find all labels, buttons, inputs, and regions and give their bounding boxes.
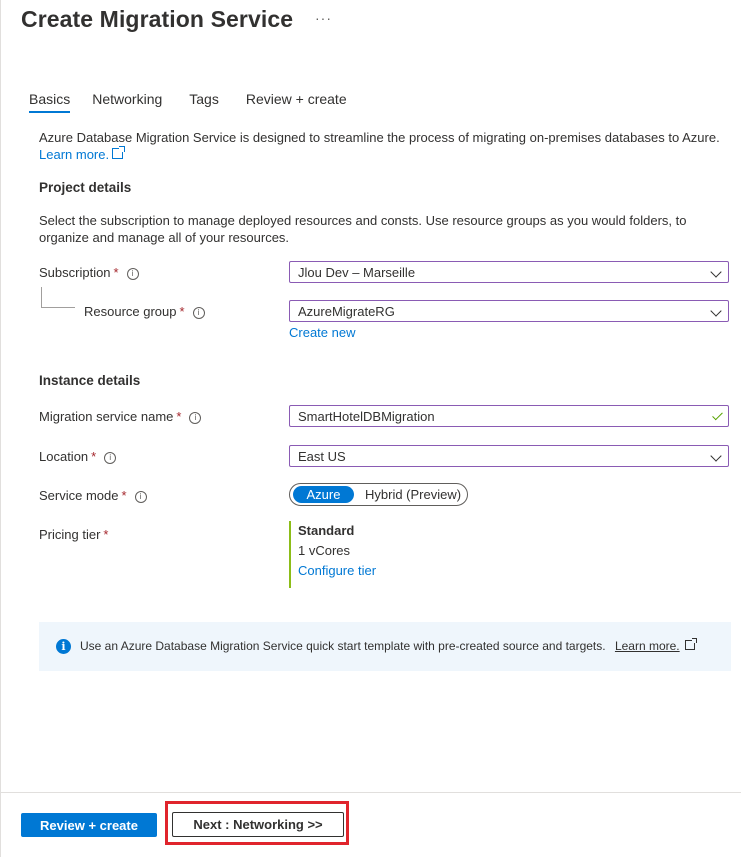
- pricing-tier-name: Standard: [298, 523, 355, 538]
- next-networking-button[interactable]: Next : Networking >>: [172, 812, 344, 837]
- migration-service-name-input[interactable]: SmartHotelDBMigration: [289, 405, 729, 427]
- subscription-dropdown[interactable]: Jlou Dev – Marseille: [289, 261, 729, 283]
- location-dropdown[interactable]: East US: [289, 445, 729, 467]
- more-options-icon[interactable]: ···: [315, 10, 332, 26]
- intro-text: Azure Database Migration Service is designed to streamline the process of migrating on-premises databases to Azure.: [39, 130, 720, 145]
- location-label: Location * i: [39, 449, 116, 464]
- chevron-down-icon: [710, 266, 721, 277]
- external-link-icon: [112, 148, 123, 159]
- tab-review-create[interactable]: Review + create: [245, 91, 347, 107]
- footer-divider: [0, 792, 741, 793]
- checkmark-icon: [712, 410, 723, 421]
- info-icon[interactable]: i: [189, 412, 201, 424]
- info-circle-icon: i: [56, 639, 71, 654]
- chevron-down-icon: [710, 305, 721, 316]
- configure-tier-link[interactable]: Configure tier: [298, 563, 377, 578]
- chevron-down-icon: [710, 450, 721, 461]
- external-link-icon: [685, 640, 695, 650]
- service-mode-label: Service mode * i: [39, 488, 147, 503]
- info-icon[interactable]: i: [135, 491, 147, 503]
- tab-tags[interactable]: Tags: [189, 91, 219, 107]
- info-icon[interactable]: i: [127, 268, 139, 280]
- resource-group-dropdown[interactable]: AzureMigrateRG: [289, 300, 729, 322]
- info-icon[interactable]: i: [193, 307, 205, 319]
- project-details-description: Select the subscription to manage deployed resources and consts. Use resource groups as you would folders, to organize and manage all of your resources.: [39, 213, 687, 245]
- banner-text: Use an Azure Database Migration Service quick start template with pre-created source and targets.: [80, 639, 606, 653]
- review-create-button[interactable]: Review + create: [21, 813, 157, 837]
- migration-service-name-label: Migration service name * i: [39, 409, 201, 424]
- tab-basics[interactable]: Basics: [29, 91, 70, 113]
- pricing-tier-label: Pricing tier *: [39, 527, 109, 542]
- required-marker: *: [113, 265, 119, 280]
- service-mode-hybrid[interactable]: Hybrid (Preview): [365, 487, 462, 502]
- info-banner: [39, 622, 731, 671]
- tab-bar: [29, 91, 374, 113]
- pricing-tier-cores: 1 vCores: [298, 543, 351, 558]
- subscription-label: Subscription * i: [39, 265, 139, 280]
- intro-description: [39, 129, 729, 163]
- service-mode-toggle: [289, 483, 468, 506]
- learn-more-link[interactable]: Learn more.: [39, 147, 123, 162]
- create-new-link[interactable]: Create new: [289, 325, 356, 340]
- info-icon[interactable]: i: [104, 452, 116, 464]
- tab-networking[interactable]: Networking: [92, 91, 163, 107]
- resource-group-label: Resource group * i: [84, 304, 205, 319]
- service-mode-azure[interactable]: Azure: [293, 486, 354, 503]
- page-title: Create Migration Service: [21, 6, 294, 32]
- left-border: [0, 0, 1, 857]
- project-details-heading: Project details: [39, 180, 132, 195]
- banner-learn-more-link[interactable]: Learn more.: [614, 639, 680, 653]
- tree-connector-horizontal: [41, 307, 75, 308]
- tree-connector: [41, 287, 42, 307]
- pricing-tier-summary: [289, 521, 376, 588]
- instance-details-heading: Instance details: [39, 373, 141, 388]
